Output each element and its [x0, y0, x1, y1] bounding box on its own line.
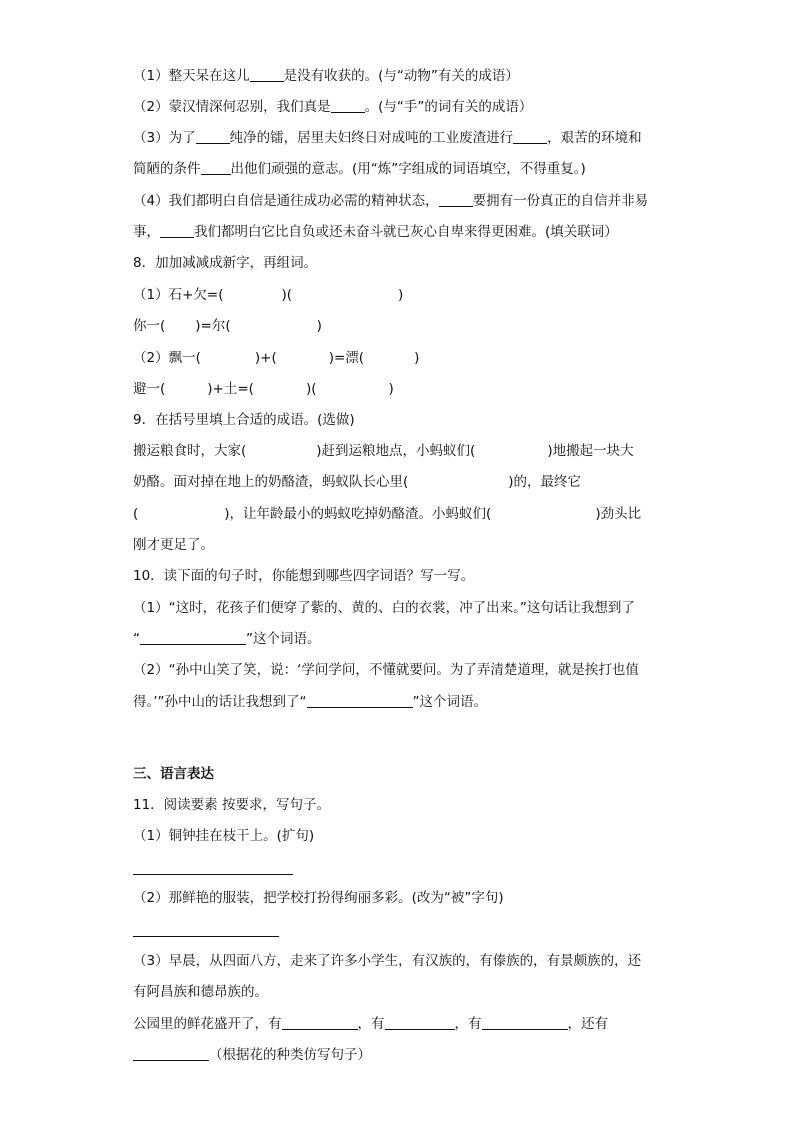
q11-item2: （2）那鲜艳的服装，把学校打扮得绚丽多彩。(改为“被”字句) [133, 890, 504, 906]
q7-item3-line1: （3）为了 纯净的镭，居里夫妇终日对成吨的工业废渣进行 ，艰苦的环境和 [133, 130, 642, 146]
q10-title: 10．读下面的句子时，你能想到哪些四字词语？写一写。 [133, 568, 475, 584]
q9-line3: ( )，让年龄最小的蚂蚁吃掉奶酪渣。小蚂蚁们( )劲头比 [133, 506, 642, 522]
answer-line[interactable] [133, 874, 293, 875]
answer-blank[interactable] [439, 192, 473, 207]
q10-item1-line2: “ ”这个词语。 [133, 631, 321, 647]
q8-row2: 你一( )=尔( ) [133, 318, 322, 334]
q11-item3-line3: 公园里的鲜花盛开了，有 ，有 ，有 ，还有 [133, 1016, 608, 1032]
q10-item1-line1: （1）“这时，花孩子们便穿了紫的、黄的、白的衣裳，冲了出来。”这句话让我想到了 [133, 600, 635, 616]
answer-blank[interactable] [482, 1015, 568, 1030]
q11-item3-line4: （根据花的种类仿写句子） [133, 1045, 371, 1065]
q10-item2-line2: 得。’”孙中山的话让我想到了“ ”这个词语。 [133, 694, 488, 710]
answer-blank[interactable] [282, 1015, 358, 1030]
answer-blank[interactable] [201, 160, 231, 175]
q7-item2: （2）蒙汉情深何忍别，我们真是 。(与“手”的词有关的成语） [133, 99, 533, 115]
q8-title: 8．加加减减成新字，再组词。 [133, 255, 318, 271]
q11-item1: （1）铜钟挂在枝干上。(扩句) [133, 828, 315, 844]
q9-line1: 搬运粮食时，大家( )赶到运粮地点，小蚂蚁们( )地搬起一块大 [133, 443, 634, 459]
q11-item3-line1: （3）早晨，从四面八方，走来了许多小学生，有汉族的，有傣族的，有景颇族的，还 [133, 953, 642, 969]
q11-title: 11．阅读要素 按要求，写句子。 [133, 797, 330, 813]
q8-row4: 避一( )+土=( )( ) [133, 381, 394, 397]
answer-blank[interactable] [160, 223, 194, 238]
section-heading: 三、语言表达 [133, 766, 214, 782]
answer-blank[interactable] [513, 129, 547, 144]
answer-blank[interactable] [385, 1015, 455, 1030]
answer-line[interactable] [133, 936, 279, 937]
answer-blank[interactable] [196, 129, 230, 144]
q10-item2-line1: （2）“孙中山笑了笑，说：‘学问学问，不懂就要问。为了弄清楚道理，就是挨打也值 [133, 662, 639, 678]
q7-item3-line2: 简陋的条件 出他们顽强的意志。(用“炼”字组成的词语填空，不得重复。) [133, 161, 586, 177]
answer-blank[interactable] [250, 67, 284, 82]
q8-row3: （2）飘一( )+( )=漂( ) [133, 350, 420, 366]
q7-item4-line2: 事， 我们都明白它比自负或还未奋斗就已灰心自卑来得更困难。(填关联词） [133, 224, 618, 240]
q7-item4-line1: （4）我们都明白自信是通往成功必需的精神状态， 要拥有一份真正的自信并非易 [133, 193, 649, 209]
answer-blank[interactable] [331, 98, 365, 113]
answer-blank[interactable] [307, 693, 413, 708]
q9-line4: 刚才更足了。 [133, 537, 214, 553]
q8-row1: （1）石+欠=( )( ) [133, 287, 404, 303]
answer-blank[interactable] [140, 630, 246, 645]
q7-item1: （1）整天呆在这儿 是没有收获的。(与“动物”有关的成语） [133, 68, 519, 84]
q9-title: 9．在括号里填上合适的成语。(选做) [133, 412, 355, 428]
q9-line2: 奶酪。面对掉在地上的奶酪渣，蚂蚁队长心里( )的，最终它 [133, 474, 582, 490]
answer-blank[interactable] [133, 1046, 209, 1061]
q11-item3-line2: 有阿昌族和德昂族的。 [133, 984, 268, 1000]
